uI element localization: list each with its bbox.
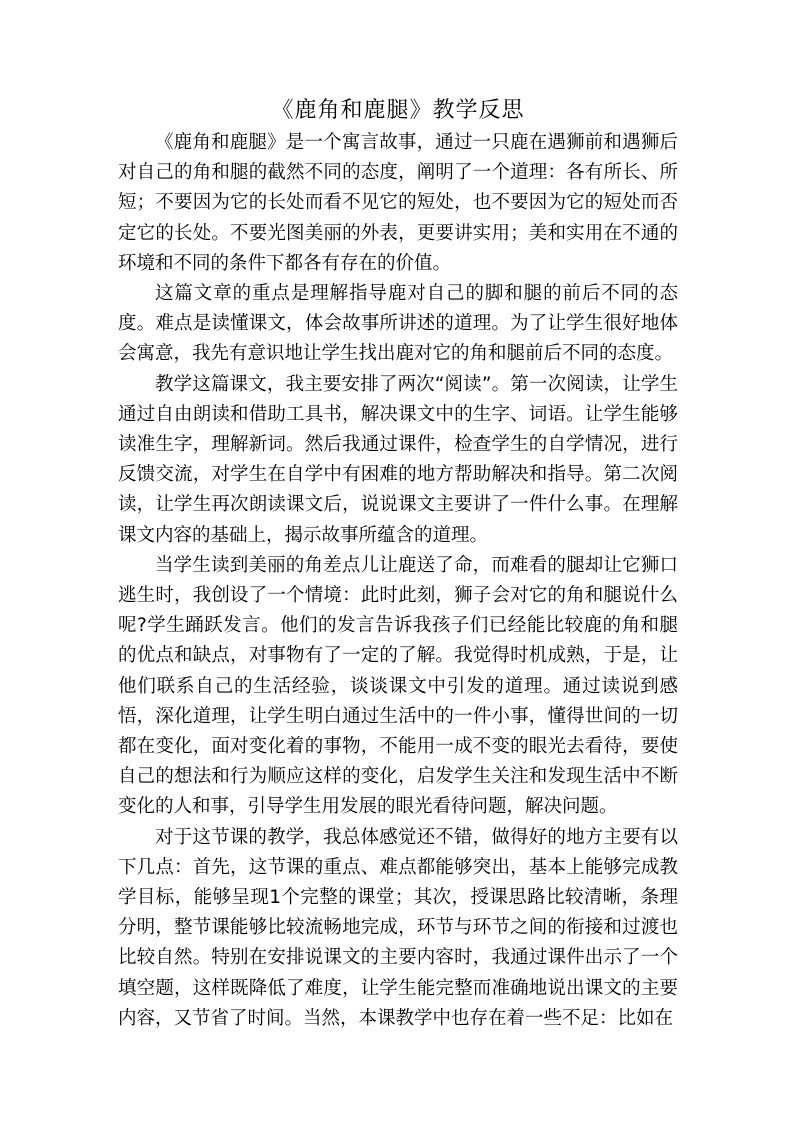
paragraph-1: 《鹿角和鹿腿》是一个寓言故事，通过一只鹿在遇狮前和遇狮后对自己的角和腿的截然不同的态度，阐明了一个道理：各有所长、所短；不要因为它的长处而看不见它的短处，也不要因为它的短处而否定它的长处。不要光图美丽的外表，更要讲实用；美和实用在不通的环境和不同的条件下都各有存在的价值。 [118, 132, 678, 274]
document-title: 《鹿角和鹿腿》教学反思 [271, 98, 525, 123]
document-page [118, 96, 678, 1034]
paragraph-4: 当学生读到美丽的角差点儿让鹿送了命，而难看的腿却让它狮口逃生时，我创设了一个情境：此时此刻，狮子会对它的角和腿说什么呢?学生踊跃发言。他们的发言告诉我孩子们已经能比较鹿的角和腿的优点和缺点，对事物有了一定的了解。我觉得时机成熟，于是，让他们联系自己的生活经验，谈谈课文中引发的道理。通过读说到感悟，深化道理，让学生明白通过生活中的一件小事，懂得世间的一切都在变化，面对变化着的事物，不能用一成不变的眼光去看待，要使自己的想法和行为顺应这样的变化，启发学生关注和发现生活中不断变化的人和事，引导学生用发展的眼光看待问题，解决问题。 [118, 554, 678, 818]
paragraph-2: 这篇文章的重点是理解指导鹿对自己的脚和腿的前后不同的态度。难点是读懂课文，体会故事所讲述的道理。为了让学生很好地体会寓意，我先有意识地让学生找出鹿对它的角和腿前后不同的态度。 [118, 283, 678, 365]
paragraph-5: 对于这节课的教学，我总体感觉还不错，做得好的地方主要有以下几点：首先，这节课的重点、难点都能够突出，基本上能够完成教学目标，能够呈现1个完整的课堂；其次，授课思路比较清晰，条理分明，整节课能够比较流畅地完成，环节与环节之间的衔接和过渡也比较自然。特别在安排说课文的主要内容时，我通过课件出示了一个填空题，这样既降低了难度，让学生能完整而准确地说出课文的主要内容，又节省了时间。当然，本课教学中也存在着一些不足：比如在 [118, 826, 678, 1029]
paragraph-3: 教学这篇课文，我主要安排了两次“阅读”。第一次阅读，让学生通过自由朗读和借助工具书，解决课文中的生字、词语。让学生能够读准生字，理解新词。然后我通过课件，检查学生的自学情况，进行反馈交流，对学生在自学中有困难的地方帮助解决和指导。第二次阅读，让学生再次朗读课文后，说说课文主要讲了一件什么事。在理解课文内容的基础上，揭示故事所蕴含的道理。 [118, 373, 678, 546]
